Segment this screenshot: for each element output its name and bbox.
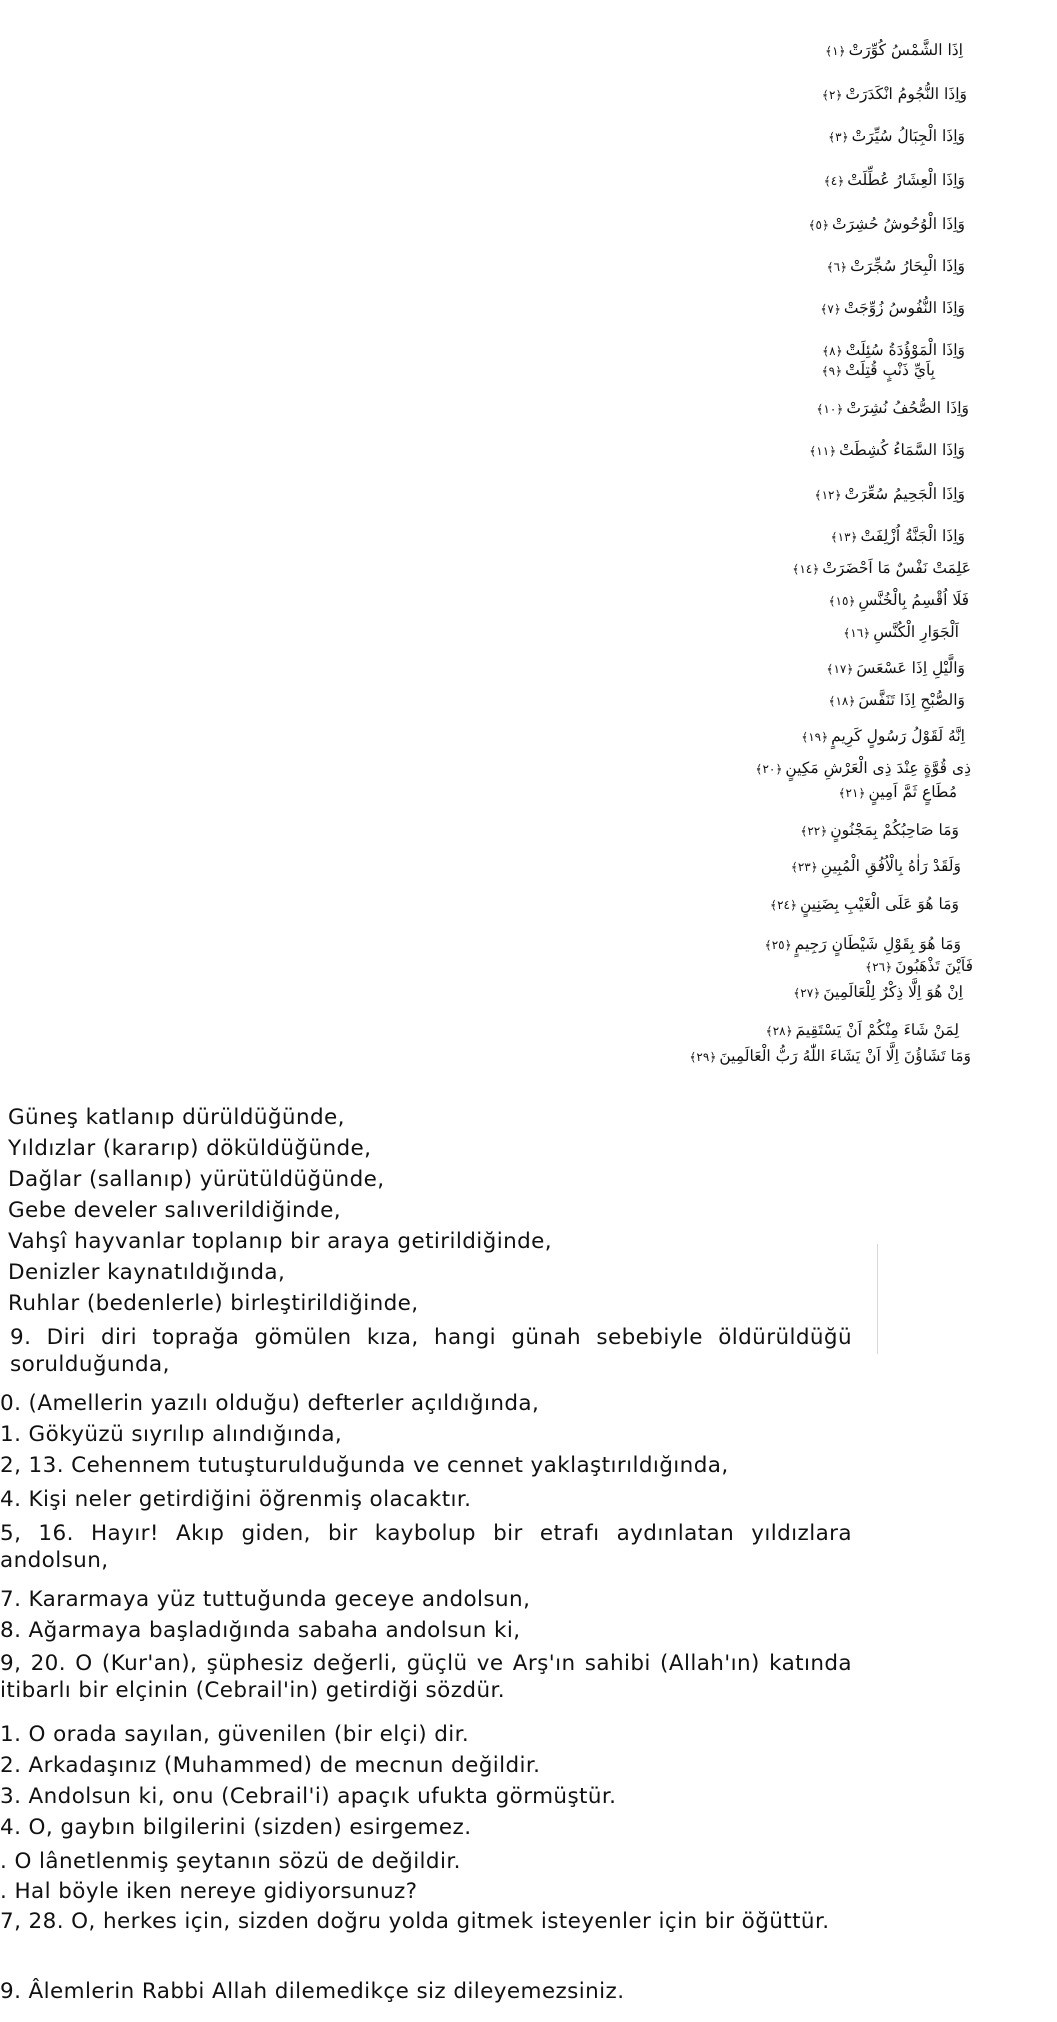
translation-line: 2. Arkadaşınız (Muhammed) de mecnun değildir. bbox=[0, 1753, 541, 1778]
translation-line: 7, 28. O, herkes için, sizden doğru yolda gitmek isteyenler için bir öğüttür. bbox=[0, 1909, 830, 1934]
verse-number-ornament: ﴿١٠﴾ bbox=[816, 402, 844, 416]
arabic-verse bbox=[791, 856, 961, 877]
arabic-verse bbox=[816, 398, 969, 419]
translation-line: 1. Gökyüzü sıyrılıp alındığında, bbox=[0, 1422, 343, 1447]
verse-number-ornament: ﴿٢٥﴾ bbox=[764, 938, 792, 952]
arabic-verse-text: وَاِذَا الصُّحُفُ نُشِرَتْ bbox=[846, 399, 969, 417]
verse-number-ornament: ﴿١﴾ bbox=[825, 44, 846, 58]
arabic-verse bbox=[825, 40, 963, 61]
arabic-verse bbox=[843, 622, 959, 643]
verse-number-ornament: ﴿١٥﴾ bbox=[828, 594, 856, 608]
arabic-verse bbox=[793, 982, 963, 1003]
verse-number-ornament: ﴿٢٩﴾ bbox=[689, 1050, 717, 1064]
verse-number-ornament: ﴿١٢﴾ bbox=[814, 488, 842, 502]
arabic-verse-text: وَلَقَدْ رَاٰهُ بِالْاُفُقِ الْمُبِينِ bbox=[820, 857, 961, 875]
turkish-translation bbox=[0, 1104, 860, 2004]
arabic-verse bbox=[689, 1046, 971, 1067]
translation-line: Ruhlar (bedenlerle) birleştirildiğinde, bbox=[8, 1291, 419, 1316]
arabic-verse bbox=[822, 360, 935, 381]
verse-number-ornament: ﴿١٧﴾ bbox=[826, 662, 854, 676]
arabic-verse bbox=[766, 1020, 959, 1041]
verse-number-ornament: ﴿٢٧﴾ bbox=[793, 986, 821, 1000]
verse-number-ornament: ﴿٥﴾ bbox=[808, 218, 830, 232]
arabic-verse bbox=[800, 820, 959, 841]
arabic-verse-text: عَلِمَتْ نَفْسٌ مَا اَحْضَرَتْ bbox=[822, 559, 971, 577]
translation-line: 5, 16. Hayır! Akıp giden, bir kaybolup bir etrafı aydınlatan yıldızlara andolsun, bbox=[0, 1521, 852, 1573]
verse-number-ornament: ﴿٢٣﴾ bbox=[790, 860, 818, 874]
arabic-verse-text: وَالَّيْلِ اِذَا عَسْعَسَ bbox=[856, 659, 965, 677]
verse-number-ornament: ﴿١٩﴾ bbox=[801, 730, 829, 744]
translation-line: Yıldızlar (kararıp) döküldüğünde, bbox=[8, 1136, 372, 1161]
arabic-verse-text: مُطَاعٍ ثَمَّ اَمِينٍ bbox=[868, 783, 957, 801]
verse-number-ornament: ﴿٢٦﴾ bbox=[865, 960, 893, 974]
translation-line: Denizler kaynatıldığında, bbox=[8, 1260, 286, 1285]
arabic-verse bbox=[822, 84, 967, 105]
verse-number-ornament: ﴿٢٨﴾ bbox=[765, 1024, 793, 1038]
translation-line: Vahşî hayvanlar toplanıp bir araya getirildiğinde, bbox=[8, 1229, 553, 1254]
verse-number-ornament: ﴿٢﴾ bbox=[821, 88, 843, 102]
arabic-verse-text: لِمَنْ شَاءَ مِنْكُمْ اَنْ يَسْتَقِيمَ bbox=[795, 1021, 959, 1039]
translation-line: 3. Andolsun ki, onu (Cebrail'i) apaçık ufukta görmüştür. bbox=[0, 1784, 617, 1809]
verse-number-ornament: ﴿١٦﴾ bbox=[843, 626, 871, 640]
arabic-verse bbox=[755, 758, 971, 779]
verse-number-ornament: ﴿١٨﴾ bbox=[828, 694, 856, 708]
verse-number-ornament: ﴿٦﴾ bbox=[826, 260, 848, 274]
verse-number-ornament: ﴿٨﴾ bbox=[822, 344, 843, 358]
arabic-verse-text: وَاِذَا الْبِحَارُ سُجِّرَتْ bbox=[850, 257, 965, 275]
verse-number-ornament: ﴿١١﴾ bbox=[809, 444, 837, 458]
arabic-verse-text: وَاِذَا الْمَوْؤُدَةُ سُئِلَتْ bbox=[845, 341, 965, 359]
verse-number-ornament: ﴿٩﴾ bbox=[821, 364, 843, 378]
translation-line: 2, 13. Cehennem tutuşturulduğunda ve cennet yaklaştırıldığında, bbox=[0, 1453, 729, 1478]
arabic-verse-text: وَاِذَا النُّفُوسُ زُوِّجَتْ bbox=[843, 299, 965, 317]
translation-line: 4. Kişi neler getirdiğini öğrenmiş olacaktır. bbox=[0, 1487, 472, 1512]
arabic-verse-text: اَلْجَوَارِ الْكُنَّسِ bbox=[873, 623, 959, 641]
translation-line: Güneş katlanıp dürüldüğünde, bbox=[8, 1105, 345, 1130]
arabic-verse-text: اِذَا الشَّمْسُ كُوِّرَتْ bbox=[848, 41, 963, 59]
arabic-verse-text: فَلَا اُقْسِمُ بِالْخُنَّسِ bbox=[858, 591, 969, 609]
translation-line: 9. Âlemlerin Rabbi Allah dilemedikçe siz dileyemezsiniz. bbox=[0, 1979, 625, 2004]
translation-line: . O lânetlenmiş şeytanın sözü de değildir. bbox=[0, 1849, 461, 1874]
arabic-verse-text: وَالصُّبْحِ اِذَا تَنَفَّسَ bbox=[858, 691, 965, 709]
translation-line: 1. O orada sayılan, güvenilen (bir elçi) dir. bbox=[0, 1722, 470, 1747]
verse-number-ornament: ﴿٢٢﴾ bbox=[800, 824, 828, 838]
arabic-verse-text: وَاِذَا النُّجُومُ انْكَدَرَتْ bbox=[845, 85, 967, 103]
arabic-verse bbox=[838, 782, 957, 803]
translation-line: 9, 20. O (Kur'an), şüphesiz değerli, güçlü ve Arş'ın sahibi (Allah'ın) katında itibarlı bir elçinin (Cebrail'in) getirdiği sözdür. bbox=[0, 1651, 852, 1703]
arabic-verse-text: وَمَا هُوَ بِقَوْلِ شَيْطَانٍ رَجِيمٍ bbox=[794, 935, 961, 953]
arabic-verse-text: فَاَيْنَ تَذْهَبُونَ bbox=[895, 957, 973, 975]
verse-number-ornament: ﴿٢٠﴾ bbox=[755, 762, 783, 776]
verse-number-ornament: ﴿١٣﴾ bbox=[830, 530, 858, 544]
arabic-verse-text: اِنْ هُوَ اِلَّا ذِكْرٌ لِلْعَالَمِينَ bbox=[823, 983, 963, 1001]
arabic-verse bbox=[765, 934, 961, 955]
arabic-verse bbox=[770, 894, 959, 915]
translation-line: . Hal böyle iken nereye gidiyorsunuz? bbox=[0, 1879, 418, 1904]
arabic-verse-text: وَمَا تَشَاؤُنَ اِلَّا اَنْ يَشَاءَ اللّٰهُ رَبُّ الْعَالَمِينَ bbox=[719, 1047, 971, 1065]
verse-number-ornament: ﴿٤﴾ bbox=[823, 174, 845, 188]
arabic-verse bbox=[828, 590, 969, 611]
verse-number-ornament: ﴿١٤﴾ bbox=[792, 562, 820, 576]
arabic-verse bbox=[826, 658, 965, 679]
verse-number-ornament: ﴿٢٤﴾ bbox=[770, 898, 797, 912]
arabic-verse-text: وَمَا صَاحِبُكُمْ بِمَجْنُونٍ bbox=[830, 821, 959, 839]
arabic-verse-text: ذِى قُوَّةٍ عِنْدَ ذِى الْعَرْشِ مَكِينٍ bbox=[785, 759, 971, 777]
verse-number-ornament: ﴿٢١﴾ bbox=[838, 786, 866, 800]
verse-number-ornament: ﴿٧﴾ bbox=[820, 302, 841, 316]
arabic-verse bbox=[809, 214, 965, 235]
arabic-verse-text: وَاِذَا الْجَحِيمُ سُعِّرَتْ bbox=[844, 485, 965, 503]
translation-line: Dağlar (sallanıp) yürütüldüğünde, bbox=[8, 1167, 385, 1192]
translation-line: 8. Ağarmaya başladığında sabaha andolsun ki, bbox=[0, 1618, 521, 1643]
translation-line: 7. Kararmaya yüz tuttuğunda geceye andolsun, bbox=[0, 1587, 531, 1612]
arabic-verse bbox=[809, 440, 965, 461]
arabic-verse-text: وَاِذَا الْجِبَالُ سُيِّرَتْ bbox=[851, 127, 965, 145]
translation-line: Gebe develer salıverildiğinde, bbox=[8, 1198, 341, 1223]
arabic-verse bbox=[792, 558, 971, 579]
arabic-verse-text: بِاَيِّ ذَنْبٍ قُتِلَتْ bbox=[845, 361, 935, 379]
translation-line: 0. (Amellerin yazılı olduğu) defterler açıldığında, bbox=[0, 1391, 540, 1416]
arabic-verse-text: وَاِذَا الْوُحُوشُ حُشِرَتْ bbox=[832, 215, 965, 233]
arabic-verse bbox=[824, 170, 965, 191]
translation-line: 9. Diri diri toprağa gömülen kıza, hangi günah sebebiyle öldürüldüğü sorulduğunda, bbox=[10, 1325, 852, 1377]
verse-number-ornament: ﴿٣﴾ bbox=[828, 130, 849, 144]
arabic-verse-text: وَاِذَا السَّمَاءُ كُشِطَتْ bbox=[839, 441, 965, 459]
arabic-verse-text: وَاِذَا الْجَنَّةُ اُزْلِفَتْ bbox=[860, 527, 965, 545]
arabic-verse bbox=[820, 298, 965, 319]
arabic-verse bbox=[827, 256, 965, 277]
arabic-verse bbox=[828, 690, 965, 711]
arabic-verse-text: وَاِذَا الْعِشَارُ عُطِّلَتْ bbox=[847, 171, 965, 189]
arabic-verse bbox=[822, 340, 965, 361]
arabic-verse bbox=[831, 526, 965, 547]
arabic-text-column bbox=[660, 20, 973, 1080]
arabic-verse bbox=[801, 726, 965, 747]
arabic-verse bbox=[815, 484, 965, 505]
translation-line: 4. O, gaybın bilgilerini (sizden) esirgemez. bbox=[0, 1815, 472, 1840]
scan-edge-right bbox=[877, 1244, 878, 1354]
arabic-verse bbox=[828, 126, 965, 147]
arabic-verse-text: اِنَّهُ لَقَوْلُ رَسُولٍ كَرِيمٍ bbox=[831, 727, 965, 745]
arabic-verse bbox=[865, 956, 973, 977]
arabic-verse-text: وَمَا هُوَ عَلَى الْغَيْبِ بِضَنِينٍ bbox=[799, 895, 959, 913]
